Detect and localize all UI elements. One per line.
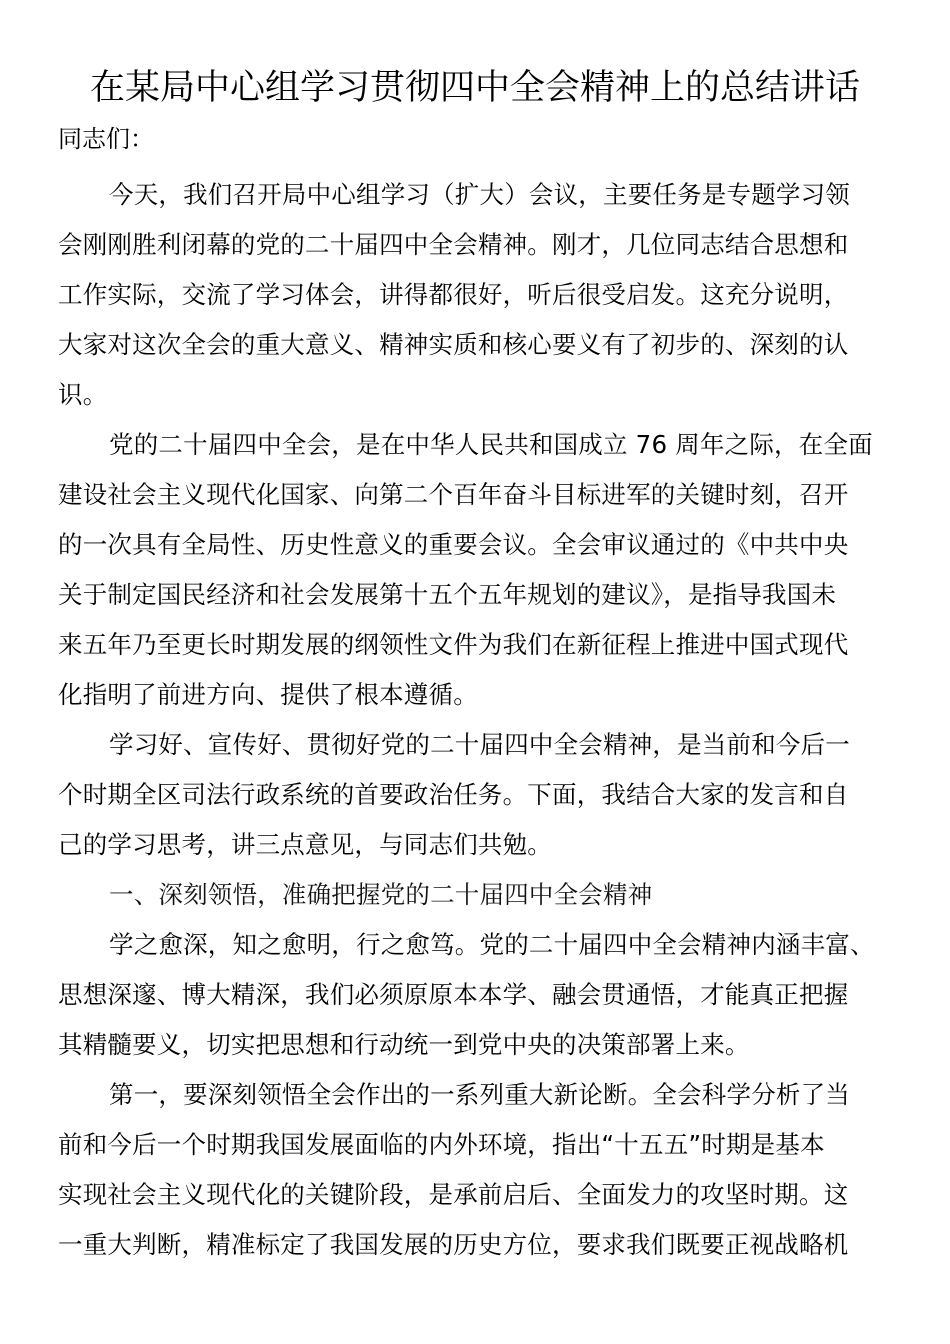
text-line: 个时期全区司法行政系统的首要政治任务。下面，我结合大家的发言和自 [58, 780, 849, 809]
text-line: 其精髓要义，切实把思想和行动统一到党中央的决策部署上来。 [58, 1030, 750, 1059]
paragraph [58, 170, 878, 420]
text-line: 前和今后一个时期我国发展面临的内外环境，指出“十五五”时期是基本 [58, 1130, 825, 1159]
text-line: 的一次具有全局性、历史性意义的重要会议。全会审议通过的《中共中央 [58, 530, 849, 559]
text-line: 学之愈深，知之愈明，行之愈笃。党的二十届四中全会精神内涵丰富、 [109, 930, 875, 959]
text-line: 工作实际，交流了学习体会，讲得都很好，听后很受启发。这充分说明， [58, 280, 849, 309]
text-line: 思想深邃、博大精深，我们必须原原本本学、融会贯通悟，才能真正把握 [58, 980, 849, 1009]
document-title: 在某局中心组学习贯彻四中全会精神上的总结讲话 [89, 68, 860, 108]
paragraph [58, 420, 878, 720]
text-line: 一重大判断，精准标定了我国发展的历史方位，要求我们既要正视战略机 [58, 1230, 849, 1259]
text-line: 化指明了前进方向、提供了根本遵循。 [58, 680, 478, 709]
text-line: 党的二十届四中全会，是在中华人民共和国成立 76 周年之际，在全面 [109, 430, 873, 459]
paragraph [58, 1070, 878, 1270]
section-heading-text: 一、深刻领悟，准确把握党的二十届四中全会精神 [109, 880, 653, 909]
text-line: 实现社会主义现代化的关键阶段，是承前启后、全面发力的攻坚时期。这 [58, 1180, 849, 1209]
text-line: 关于制定国民经济和社会发展第十五个五年规划的建议》，是指导我国未 [58, 580, 837, 609]
text-line: 第一，要深刻领悟全会作出的一系列重大新论断。全会科学分析了当 [109, 1080, 850, 1109]
section-heading [58, 870, 878, 920]
text-line: 识。 [58, 380, 108, 409]
text-line: 今天，我们召开局中心组学习（扩大）会议，主要任务是专题学习领 [109, 180, 850, 209]
text-line: 大家对这次全会的重大意义、精神实质和核心要义有了初步的、深刻的认 [58, 330, 849, 359]
salutation: 同志们： [58, 125, 154, 153]
text-line: 来五年乃至更长时期发展的纲领性文件为我们在新征程上推进中国式现代 [58, 630, 849, 659]
text-line: 己的学习思考，讲三点意见，与同志们共勉。 [58, 830, 552, 859]
text-line: 建设社会主义现代化国家、向第二个百年奋斗目标进军的关键时刻，召开 [58, 480, 849, 509]
text-line: 会刚刚胜利闭幕的党的二十届四中全会精神。刚才，几位同志结合思想和 [58, 230, 849, 259]
document-body [58, 120, 878, 1270]
paragraph [58, 720, 878, 870]
text-line: 学习好、宣传好、贯彻好党的二十届四中全会精神，是当前和今后一 [109, 730, 850, 759]
paragraph [58, 920, 878, 1070]
